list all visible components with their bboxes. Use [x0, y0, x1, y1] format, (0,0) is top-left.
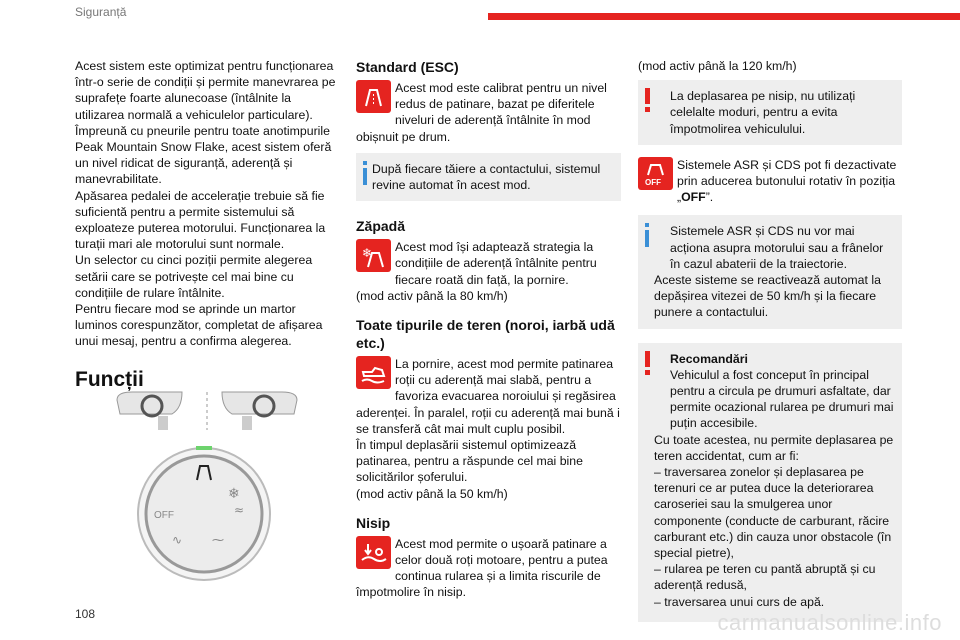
selector-paragraph: Un selector cu cinci poziții permite alegerea setării care se potrivește cel mai bine cu condițiile de rulare întâlnite. [75, 253, 313, 300]
snow-text: Acest mod își adaptează strategia la condițiile de aderență întâlnite pentru fiecare roată din față, la pornire. [395, 240, 597, 287]
standard-mode-icon [356, 80, 391, 113]
recommendations-item-3: – traversarea unui curs de apă. [654, 594, 825, 609]
sand-warning-box [638, 80, 902, 145]
dial-off-label: OFF [154, 510, 174, 521]
standard-heading: Standard (ESC) [356, 59, 459, 75]
page-number: 108 [75, 607, 96, 621]
snow-mode-glyph: ❄ [228, 486, 240, 502]
recommendations-box [638, 343, 902, 622]
standard-text: Acest mod este calibrat pentru un nivel redus de patinare, bazat pe diferitele niveluri de aderență întâlnite în mod obișnuit pe drum. [356, 81, 607, 144]
recommendations-title: Recomandări [670, 351, 748, 366]
recommendations-text-2: Cu toate acestea, nu permite deplasarea pe teren accidentat, cum ar fi: [654, 432, 894, 463]
dial-position-led [196, 446, 212, 450]
asr-info-text-2: Aceste sisteme se reactivează automat la depășirea vitezei de 50 km/h și la fiecare punere a contactului. [654, 273, 881, 320]
indicator-paragraph: Pentru fiecare mod se aprinde un martor luminos corespunzător, completat de afișarea unui mesaj, pentru a confirma alegerea. [75, 302, 323, 349]
terrain-text: La pornire, acest mod permite patinarea roții cu aderență mai slabă, pentru a favoriza evacuarea noroiului și regăsirea aderenței. În paralel, roții cu aderență mai bună i se transferă cât mai mult cuplu posibil. [356, 357, 620, 436]
lhd-dashboard-icon [117, 392, 182, 430]
off-mode-icon [638, 157, 673, 190]
snow-speed: (mod activ până la 80 km/h) [356, 288, 508, 303]
terrain-speed: (mod activ până la 50 km/h) [356, 486, 508, 501]
off-mode-block [638, 157, 902, 206]
section-header: Siguranță [75, 5, 127, 19]
recommendations-item-2: – rularea pe teren cu pantă abruptă și cu aderență redusă, [654, 562, 876, 593]
column-1 [75, 58, 340, 391]
rotary-dial [138, 446, 270, 580]
mud-mode-glyph: ∿ [172, 533, 183, 547]
watermark: carmanualsonline.info [717, 610, 942, 635]
svg-text:❄: ❄ [362, 246, 373, 261]
accelerator-paragraph: Apăsarea pedalei de accelerație trebuie să fie suficientă pentru a permite sistemului să exploateze puterea motorului. Funcționarea la turații mari ale motorului sunt normale. [75, 188, 326, 252]
asr-info-text-1: Sistemele ASR și CDS nu vor mai acționa asupra motorului sau a frânelor în cazul abaterii de la traiectorie. [670, 224, 884, 271]
terrain-text-2: În timpul deplasării sistemul optimizează patinarea, pentru a răspunde cel mai bine solicitărilor șoferului. [356, 438, 583, 485]
sand-heading: Nisip [356, 514, 391, 531]
column-2 [356, 58, 621, 601]
sand-text: Acest mod permite o ușoară patinare a celor două roți motoare, pentru a putea continua rularea și a limita riscurile de împotmolire în nisip. [356, 536, 608, 600]
warning-icon [640, 349, 656, 377]
mode-selector-illustration [112, 388, 302, 588]
recommendations-item-1: – traversarea zonelor și deplasarea pe terenuri ce ar putea duce la deteriorarea caroseriei sau la smulgerea unor componente (conducte de carburant, răcire carburant etc.) din cauza unor obstacole (în special pietre), [654, 465, 892, 561]
terrain-mode-icon [356, 356, 391, 389]
svg-text:OFF: OFF [645, 177, 661, 186]
sand-mode-icon [356, 536, 391, 569]
column-3 [638, 58, 902, 622]
sand-speed: (mod activ până la 120 km/h) [638, 59, 797, 73]
sand-mode-glyph: ⁓ [212, 533, 224, 547]
terrain-heading: Toate tipurile de teren (noroi, iarbă udă etc.) [356, 317, 615, 352]
standard-info-box [356, 153, 621, 201]
rhd-dashboard-icon [222, 392, 297, 430]
off-mode-text: Sistemele ASR și CDS pot fi dezactivate prin aducerea butonului rotativ în poziția „OFF”. [677, 157, 897, 205]
info-icon [358, 159, 374, 187]
snow-heading: Zăpadă [356, 218, 406, 235]
warning-icon [640, 86, 656, 114]
snow-mode-icon [356, 239, 391, 272]
functions-heading: Funcții [75, 367, 144, 391]
header-accent-bar [488, 13, 960, 20]
standard-info-text: După fiecare tăiere a contactului, sistemul revine automat în acest mod. [372, 161, 601, 193]
recommendations-text: Vehiculul a fost conceput în principal pentru a circula pe drumuri asfaltate, dar permite ocazional rularea pe drumuri mai puțin accesibile. [670, 367, 894, 431]
asr-info-box [638, 215, 902, 328]
intro-paragraph: Acest sistem este optimizat pentru funcționarea într-o serie de condiții și permite manevrarea pe suprafețe foarte alunecoase (întâlnite la utilizarea normală a vehiculelor particulare). Împreună cu pneurile pentru toate anotimpurile Peak Mountain Snow Flake, acest sistem oferă un nivel ridicat de siguranță, aderență și manevrabilitate. [75, 59, 336, 187]
info-icon [640, 221, 656, 249]
sand-warning-text: La deplasarea pe nisip, nu utilizați celelalte moduri, pentru a evita împotmolirea vehiculului. [670, 89, 856, 136]
terrain-mode-glyph: ≈ [234, 503, 245, 517]
